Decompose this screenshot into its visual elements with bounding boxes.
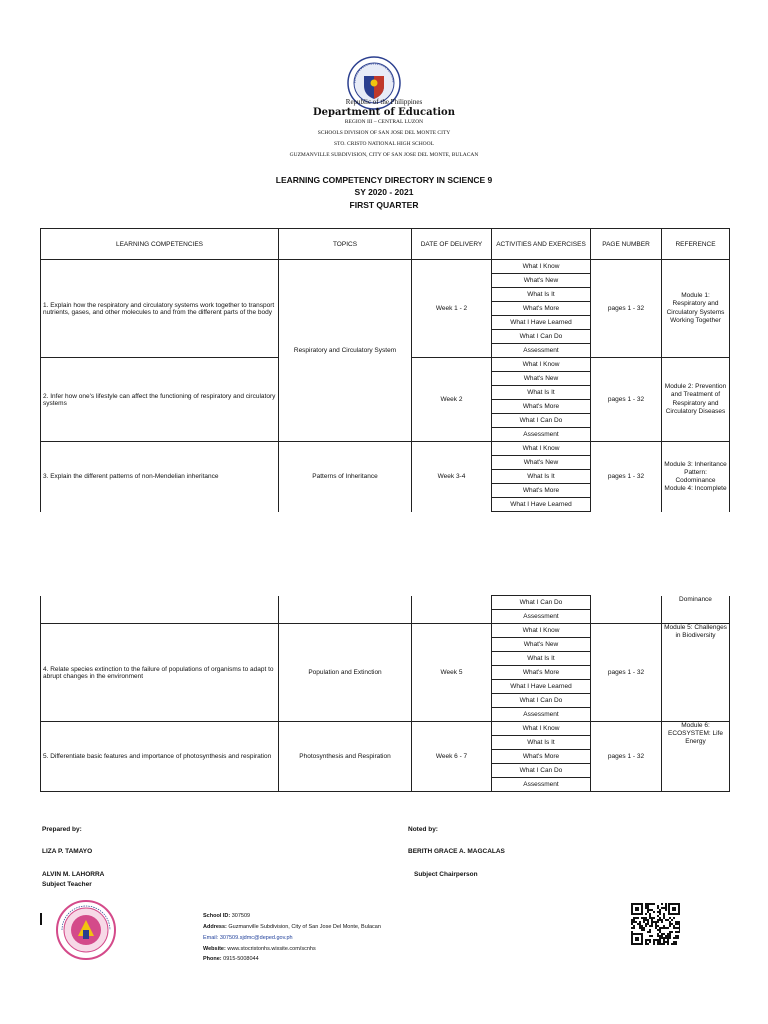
reference-cell: Module 1: Respiratory and Circulatory Systems Working Together: [662, 260, 730, 358]
activity-cell: Assessment: [492, 610, 591, 624]
qr-code-icon: [631, 903, 680, 945]
activity-cell: What I Can Do: [492, 694, 591, 708]
header-reference: REFERENCE: [662, 229, 730, 260]
prepared-by-label: Prepared by:: [42, 826, 82, 833]
activity-cell: What I Can Do: [492, 330, 591, 344]
activity-cell: What I Have Learned: [492, 498, 591, 512]
competency-table-part1: [40, 228, 730, 512]
address-value: Guzmanville Subdivision, City of San Jose Del Monte, Bulacan: [228, 924, 381, 930]
activity-cell: What I Can Do: [492, 596, 591, 610]
date-cell-continued: [412, 596, 492, 624]
table-row: [41, 722, 730, 736]
email-line: [203, 935, 293, 941]
activity-cell: What's New: [492, 456, 591, 470]
header-page-number: PAGE NUMBER: [591, 229, 662, 260]
topic-cell: Patterns of Inheritance: [279, 442, 412, 512]
activity-cell: What I Can Do: [492, 414, 591, 428]
topic-cell: Population and Extinction: [279, 624, 412, 722]
address-line: [203, 924, 381, 930]
header-topics: TOPICS: [279, 229, 412, 260]
topic-cell: Photosynthesis and Respiration: [279, 722, 412, 792]
reference-cell: Module 6: ECOSYSTEM: Life Energy: [662, 722, 730, 792]
competency-cell: 2. Infer how one's lifestyle can affect the functioning of respiratory and circulatory systems: [41, 358, 279, 442]
website-link[interactable]: www.stocristonhs.wixsite.com/scnhs: [227, 946, 316, 952]
noter-title: Subject Chairperson: [414, 871, 478, 878]
activity-cell: Assessment: [492, 344, 591, 358]
table-row: [41, 260, 730, 274]
activity-cell: What Is It: [492, 470, 591, 484]
preparer-name-2: ALVIN M. LAHORRA: [42, 871, 105, 878]
table-row: [41, 596, 730, 610]
activity-cell: What Is It: [492, 288, 591, 302]
date-cell: Week 1 - 2: [412, 260, 492, 358]
activity-cell: What I Can Do: [492, 764, 591, 778]
header-department: Department of Education: [313, 107, 455, 118]
preparer-name-1: LIZA P. TAMAYO: [42, 848, 93, 855]
activity-cell: What I Know: [492, 442, 591, 456]
header-address: GUZMANVILLE SUBDIVISION, CITY OF SAN JOSE DEL MONTE, BULACAN: [289, 152, 479, 158]
website-line: [203, 946, 316, 952]
reference-cell: Module 5: Challenges in Biodiversity: [662, 624, 730, 722]
phone-line: [203, 956, 259, 962]
date-cell: Week 6 - 7: [412, 722, 492, 792]
phone-label: Phone:: [203, 956, 222, 962]
activity-cell: What I Have Learned: [492, 316, 591, 330]
page-number-cell: pages 1 - 32: [591, 442, 662, 512]
activity-cell: What's More: [492, 484, 591, 498]
date-cell: Week 3-4: [412, 442, 492, 512]
activity-cell: What I Know: [492, 722, 591, 736]
address-label: Address:: [203, 924, 227, 930]
topic-cell-continued: [279, 596, 412, 624]
activity-cell: Assessment: [492, 428, 591, 442]
activity-cell: Assessment: [492, 708, 591, 722]
competency-cell: 5. Differentiate basic features and importance of photosynthesis and respiration: [41, 722, 279, 792]
table-header-row: [41, 229, 730, 260]
competency-table-part2: [40, 595, 730, 792]
activity-cell: What's New: [492, 274, 591, 288]
activity-cell: What's New: [492, 372, 591, 386]
quarter: FIRST QUARTER: [349, 200, 419, 210]
table-row: [41, 624, 730, 638]
footer-divider-mark: [40, 913, 42, 925]
header-activities: ACTIVITIES AND EXERCISES: [492, 229, 591, 260]
competency-cell-continued: [41, 596, 279, 624]
activity-cell: What's More: [492, 302, 591, 316]
activity-cell: What I Know: [492, 624, 591, 638]
activity-cell: What's New: [492, 638, 591, 652]
page-number-cell: pages 1 - 32: [591, 358, 662, 442]
school-year: SY 2020 - 2021: [354, 187, 414, 197]
page-number-cell: pages 1 - 32: [591, 722, 662, 792]
noter-name: BERITH GRACE A. MAGCALAS: [408, 848, 505, 855]
header-date-of-delivery: DATE OF DELIVERY: [412, 229, 492, 260]
school-seal-icon: [56, 900, 116, 960]
reference-cell: Dominance: [662, 596, 730, 624]
document-title: LEARNING COMPETENCY DIRECTORY IN SCIENCE 9: [275, 175, 493, 185]
date-cell: Week 5: [412, 624, 492, 722]
header-learning-competencies: LEARNING COMPETENCIES: [41, 229, 279, 260]
topic-cell: Respiratory and Circulatory System: [279, 260, 412, 442]
school-id-line: [203, 913, 250, 919]
activity-cell: What I Know: [492, 260, 591, 274]
school-id-label: School ID:: [203, 913, 231, 919]
date-cell: Week 2: [412, 358, 492, 442]
competency-cell: 3. Explain the different patterns of non-Mendelian inheritance: [41, 442, 279, 512]
email-link[interactable]: 307509.sjdmc@deped.gov.ph: [219, 935, 293, 941]
page-number-cell-continued: [591, 596, 662, 624]
header-division: SCHOOLS DIVISION OF SAN JOSE DEL MONTE CITY: [317, 130, 451, 136]
activity-cell: What Is It: [492, 652, 591, 666]
activity-cell: What Is It: [492, 386, 591, 400]
page-number-cell: pages 1 - 32: [591, 260, 662, 358]
page-number-cell: pages 1 - 32: [591, 624, 662, 722]
table-row: [41, 442, 730, 456]
activity-cell: What I Have Learned: [492, 680, 591, 694]
activity-cell: What's More: [492, 400, 591, 414]
activity-cell: What's More: [492, 666, 591, 680]
activity-cell: What I Know: [492, 358, 591, 372]
header-school: STO. CRISTO NATIONAL HIGH SCHOOL: [334, 141, 434, 147]
school-id-value: 307509: [231, 913, 251, 919]
activity-cell: Assessment: [492, 778, 591, 792]
header-republic: Republic of the Philippines: [345, 98, 423, 106]
reference-cell: Module 3: Inheritance Pattern: Codominance Module 4: Incomplete: [662, 442, 730, 512]
reference-cell: Module 2: Prevention and Treatment of Respiratory and Circulatory Diseases: [662, 358, 730, 442]
competency-cell: 4. Relate species extinction to the failure of populations of organisms to adapt to abrupt changes in the environment: [41, 624, 279, 722]
phone-value: 0915-5008044: [223, 956, 259, 962]
header-region: REGION III – CENTRAL LUZON: [344, 119, 424, 125]
website-label: Website:: [203, 946, 226, 952]
competency-cell: 1. Explain how the respiratory and circulatory systems work together to transport nutrients, gases, and other molecules to and from the different parts of the body: [41, 260, 279, 358]
email-label: Email:: [203, 935, 219, 941]
activity-cell: What Is It: [492, 736, 591, 750]
noted-by-label: Noted by:: [408, 826, 438, 833]
preparer-title: Subject Teacher: [42, 881, 92, 888]
activity-cell: What's More: [492, 750, 591, 764]
